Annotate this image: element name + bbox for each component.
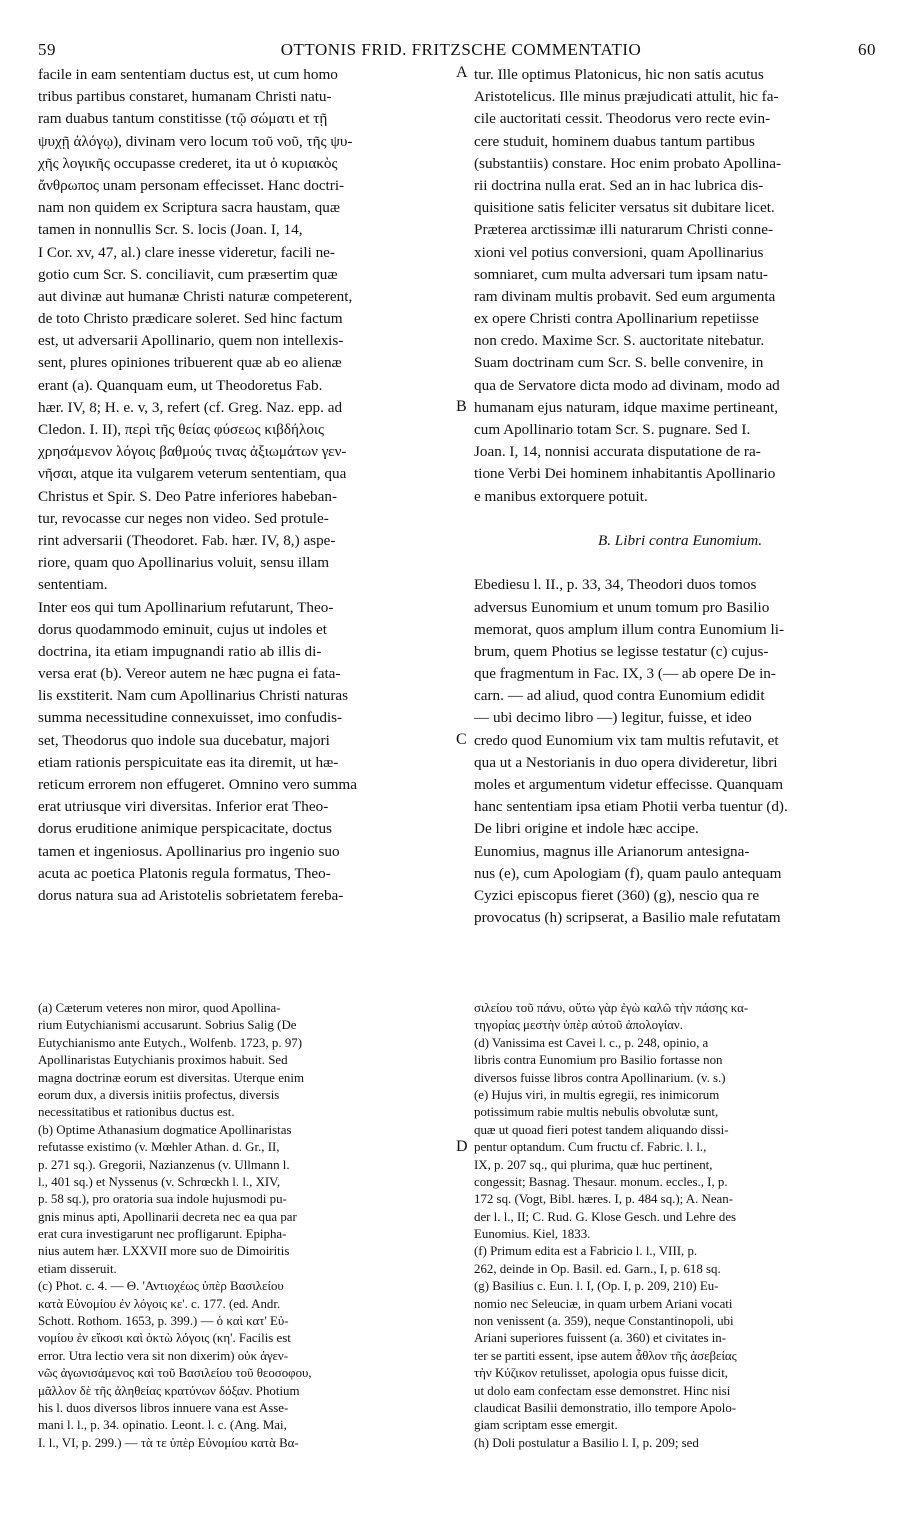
- footnote-line: erat cura investigarunt nec profligarunt. Epipha-: [38, 1227, 287, 1242]
- footnote-line: congessit; Basnag. Thesaur. monum. eccles., I, p.: [474, 1174, 728, 1189]
- text-line: Suam doctrinam cum Scr. S. belle convenire, in: [474, 354, 764, 372]
- text-line: tamen in nonnullis Scr. S. locis (Joan. I, 14,: [38, 221, 303, 239]
- margin-letter-c: C: [456, 731, 467, 748]
- page-number-right: 60: [858, 40, 876, 59]
- footnote-line: non venissent (a. 359), neque Constantinopoli, ubi: [474, 1314, 734, 1329]
- footnote-line: gnis minus apti, Apollinarii decreta nec ea qua par: [38, 1209, 297, 1224]
- footnote-line: Apollinaristas Eutychianis proximos habuit. Sed: [38, 1053, 288, 1068]
- text-line: hær. IV, 8; H. e. v, 3, refert (cf. Greg. Naz. epp. ad: [38, 398, 343, 416]
- text-line: [474, 552, 886, 574]
- text-line: non credo. Maxime Scr. S. auctoritate nitebatur.: [474, 332, 765, 350]
- text-line: rii doctrina nulla erat. Sed an in hac lubrica dis-: [474, 176, 764, 194]
- footnote-line: error. Utra lectio vera sit non dixerim) οὐκ ἀγεν-: [38, 1348, 289, 1363]
- text-line: reticum errorem non effugeret. Omnino vero summa: [38, 776, 357, 793]
- text-line: que fragmentum in Fac. IX, 3 (— ab opere De in-: [474, 665, 776, 683]
- text-line: e manibus extorquere potuit.: [474, 487, 648, 505]
- footnote-line: Schott. Rothom. 1653, p. 399.) — ὁ καὶ κατ' Εὐ-: [38, 1314, 289, 1329]
- main-text-left-column: [38, 64, 454, 907]
- text-line: Cyzici episcopus fieret (360) (g), nescio qua re: [474, 886, 760, 904]
- text-line: credo quod Eunomium vix tam multis refutavit, et: [474, 731, 779, 749]
- text-line: χῆς λογικῆς occupasse crederet, ita ut ὁ κυριακὸς: [38, 154, 338, 172]
- text-line: qua ut a Nestorianis in duo opera divideretur, libri: [474, 753, 778, 771]
- footnote-line: (f) Primum edita est a Fabricio l. l., VIII, p.: [474, 1244, 698, 1259]
- text-line: acuta ac poetica Platonis regula formatus, Theo-: [38, 864, 331, 882]
- text-line: qua de Servatore dicta modo ad divinam, modo ad: [474, 376, 780, 394]
- footnote-line: μᾶλλον δὲ τῆς ἀληθείας κρατύνων δόξαν. Photium: [38, 1383, 300, 1398]
- text-line: ram divinam multis probavit. Sed eum argumenta: [474, 287, 776, 305]
- footnote-line: (a) Cæterum veteres non miror, quod Apollina-: [38, 1001, 281, 1015]
- main-text-right-column: [474, 64, 886, 929]
- text-line: erat utriusque viri diversitas. Inferior erat Theo-: [38, 798, 329, 816]
- text-line: de toto Christo prædicare soleret. Sed hinc factum: [38, 310, 343, 328]
- footnote-line: σιλείου τοῦ πάνυ, οὕτω γὰρ ἐγὼ καλῶ τὴν πάσης κα-: [474, 1001, 749, 1015]
- text-line: summa necessitudine connexuisset, imo confudis-: [38, 709, 343, 727]
- text-line: Ebediesu l. II., p. 33, 34, Theodori duos tomos: [474, 576, 757, 594]
- section-heading: B. Libri contra Eunomium.: [597, 531, 763, 549]
- footnote-line: libris contra Eunomium pro Basilio fortasse non: [474, 1053, 723, 1068]
- text-line: sent, plures opiniones tribuerent quæ ab eo alienæ: [38, 354, 342, 372]
- footnote-line: mani l. l., p. 34. opinatio. Leont. l. c. (Ang. Mai,: [38, 1418, 287, 1433]
- text-line: ἄνθρωπος unam personam effecisset. Hanc doctri-: [38, 176, 345, 194]
- margin-letter-d: D: [456, 1138, 468, 1155]
- footnote-line: 262, deinde in Op. Basil. ed. Garn., I, p. 618 sq.: [474, 1261, 721, 1276]
- footnote-line: νῶς ἀγωνισάμενος καὶ τοῦ Βασιλείου τοῦ θεοσοφου,: [38, 1366, 312, 1381]
- text-line: tribus partibus constaret, humanam Christi natu-: [38, 88, 332, 106]
- footnote-line: IX, p. 207 sq., qui plurima, quæ huc pertinent,: [474, 1157, 713, 1172]
- text-line: ram duabus tantum constitisse (τῷ σώματι et τῇ: [38, 110, 328, 128]
- text-line: Aristotelicus. Ille minus præjudicati attulit, hic fa-: [474, 88, 779, 106]
- text-line: set, Theodorus quo indole sua ducebatur, majori: [38, 731, 330, 749]
- text-line: etiam rationis perspicuitate eas ita diremit, ut hæ-: [38, 753, 339, 771]
- footnote-line: l., 401 sq.) et Nyssenus (v. Schrœckh l. l., XIV,: [38, 1174, 281, 1189]
- text-line: tamen et ingeniosus. Apollinarius pro ingenio suo: [38, 842, 340, 860]
- footnote-line: κατὰ Εὐνομίου ἐν λόγοις κε'. c. 177. (ed. Andr.: [38, 1296, 281, 1311]
- text-line: Inter eos qui tum Apollinarium refutarunt, Theo-: [38, 598, 334, 616]
- footnote-line: νομίου ἐν εἴκοσι καὶ ὀκτὼ λόγοις (κη'. Facilis est: [38, 1331, 291, 1346]
- text-line: ψυχῇ ἀλόγῳ), divinam vero locum τοῦ νοῦ, τῆς ψυ-: [38, 132, 353, 150]
- text-line: cum Apollinario totam Scr. S. pugnare. Sed I.: [474, 421, 751, 438]
- footnote-line: (b) Optime Athanasium dogmatice Apollinaristas: [38, 1122, 292, 1137]
- text-line: carn. — ad aliud, quod contra Eunomium edidit: [474, 687, 765, 705]
- text-line: dorus eruditione animique perspicacitate, doctus: [38, 820, 332, 838]
- text-line: χρησάμενον λόγοις βαθμούς τινας ἀξιωμάτων γεν-: [38, 443, 347, 461]
- footnote-line: nomio nec Seleuciæ, in quam urbem Ariani vocati: [474, 1296, 733, 1311]
- footnote-line: his l. duos diversos libros innuere vana est Asse-: [38, 1400, 289, 1415]
- footnotes-right-column: [474, 1000, 886, 1452]
- footnote-line: (d) Vanissima est Cavei l. c., p. 248, opinio, a: [474, 1035, 709, 1050]
- footnote-line: (c) Phot. c. 4. — Θ. 'Αντιοχέως ὑπὲρ Βασιλείου: [38, 1279, 284, 1294]
- footnote-line: p. 271 sq.). Gregorii, Nazianzenus (v. Ullmann l.: [38, 1157, 290, 1172]
- text-line: [474, 508, 886, 530]
- text-line: doctrina, ita etiam impugnandi ratio ab illis di-: [38, 642, 322, 660]
- text-line: Joan. I, 14, nonnisi accurata disputatione de ra-: [474, 443, 761, 461]
- text-line: Cledon. I. II), περὶ τῆς θείας φύσεως κιβδήλοις: [38, 421, 325, 438]
- text-line: quisitione satis feliciter versatus sit dubitare licet.: [474, 199, 775, 217]
- text-line: Christus et Spir. S. Deo Patre inferiores habeban-: [38, 487, 338, 505]
- footnote-line: Eunomius. Kiel, 1833.: [474, 1227, 591, 1242]
- text-line: De libri origine et indole hæc accipe.: [474, 820, 699, 838]
- footnote-line: τηγορίας μεστὴν ὑπὲρ αὐτοῦ ἀπολογίαν.: [474, 1018, 683, 1033]
- text-line: humanam ejus naturam, idque maxime pertineant,: [474, 398, 779, 416]
- footnotes-left-column: [38, 1000, 454, 1452]
- footnote-line: eorum dux, a diversis initiis profectus, diversis: [38, 1087, 280, 1102]
- text-line: lis exstiterit. Nam cum Apollinarius Christi naturas: [38, 687, 349, 705]
- text-line: νῆσαι, atque ita vulgarem veterum sententiam, qua: [38, 465, 347, 483]
- text-line: memorat, quos amplum illum contra Eunomium li-: [474, 620, 785, 638]
- text-line: Eunomius, magnus ille Arianorum antesigna-: [474, 842, 750, 860]
- footnote-line: I. l., VI, p. 299.) — τὰ τε ὑπὲρ Εὐνομίου κατὰ Βα-: [38, 1435, 299, 1450]
- footnote-line: p. 58 sq.), pro oratoria sua indole hujusmodi pu-: [38, 1192, 287, 1207]
- footnote-line: (e) Hujus viri, in multis egregii, res inimicorum: [474, 1087, 720, 1102]
- text-line: Præterea arctissimæ illi naturarum Christi conne-: [474, 221, 774, 239]
- footnote-line: refutasse existimo (v. Mœhler Athan. d. Gr., II,: [38, 1140, 280, 1155]
- footnote-line: Ariani superiores fuissent (a. 360) et civitates in-: [474, 1331, 727, 1346]
- text-line: aut divinæ aut humanæ Christi naturæ competerent,: [38, 287, 353, 305]
- footnote-line: necessitatibus et rationibus ductus est.: [38, 1105, 235, 1120]
- text-line: ex opere Christi contra Apollinarium repetiisse: [474, 310, 759, 328]
- text-line: — ubi decimo libro —) legitur, fuisse, et ideo: [474, 709, 752, 727]
- footnote-line: 172 sq. (Vogt, Bibl. hæres. I, p. 484 sq.); A. Nean-: [474, 1192, 733, 1207]
- text-line: I Cor. xv, 47, al.) clare inesse videretur, facili ne-: [38, 243, 335, 261]
- text-line: gotio cum Scr. S. conciliavit, cum præsertim quæ: [38, 265, 338, 283]
- footnote-line: τὴν Κύζικον retulisset, apologia opus fuisse dicit,: [474, 1366, 729, 1381]
- footnote-line: (g) Basilius c. Eun. l. I, (Op. I, p. 209, 210) Eu-: [474, 1279, 719, 1294]
- margin-letter-a: A: [456, 64, 468, 81]
- footnote-line: quæ ut quoad fieri potest tandem aliquando dissi-: [474, 1122, 729, 1137]
- footnote-line: giam scriptam esse emergit.: [474, 1418, 618, 1433]
- text-line: tur. Ille optimus Platonicus, hic non satis acutus: [474, 66, 764, 83]
- footnote-line: Eutychianismo ante Eutych., Wolfenb. 1723, p. 97): [38, 1035, 303, 1050]
- footnote-line: der l. l., II; C. Rud. G. Klose Gesch. und Lehre des: [474, 1209, 737, 1224]
- margin-letter-b: B: [456, 398, 467, 415]
- footnote-line: (h) Doli postulatur a Basilio l. I, p. 209; sed: [474, 1435, 699, 1450]
- footnote-line: etiam disseruit.: [38, 1261, 117, 1276]
- text-line: moles et argumentum videtur effecisse. Quanquam: [474, 776, 784, 793]
- running-title: OTTONIS FRID. FRITZSCHE COMMENTATIO: [280, 40, 642, 59]
- text-line: cere studuit, hominem duabus tantum partibus: [474, 132, 755, 150]
- page-number-left: 59: [38, 40, 56, 59]
- text-line: xioni vel potius conversioni, quam Apollinarius: [474, 243, 764, 261]
- text-line: somniaret, cum multa adversari tum ipsam natu-: [474, 265, 768, 283]
- text-line: provocatus (h) scripserat, a Basilio male refutatam: [474, 909, 781, 927]
- text-line: rint adversarii (Theodoret. Fab. hær. IV, 8,) aspe-: [38, 531, 336, 549]
- text-line: dorus quodammodo eminuit, cujus ut indoles et: [38, 620, 327, 638]
- text-line: brum, quem Photius se legisse testatur (c) cujus-: [474, 642, 769, 660]
- footnote-line: potissimum rabie multis nebulis obvolutæ sunt,: [474, 1105, 719, 1120]
- footnote-line: magna doctrinæ eorum est diversitas. Uterque enim: [38, 1070, 304, 1085]
- footnote-line: diversos fuisse libros contra Apollinarium. (v. s.): [474, 1070, 726, 1085]
- text-line: versa erat (b). Vereor autem ne hæc pugna ei fata-: [38, 665, 341, 683]
- text-line: dorus natura sua ad Aristotelis sobrietatem fereba-: [38, 886, 344, 904]
- text-line: nus (e), cum Apologiam (f), quam paulo antequam: [474, 864, 782, 882]
- footnote-line: rium Eutychianismi accusarunt. Sobrius Salig (De: [38, 1018, 297, 1033]
- text-line: tur, revocasse cur neges non video. Sed protule-: [38, 509, 329, 527]
- text-line: erant (a). Quanquam eum, ut Theodoretus Fab.: [38, 376, 323, 394]
- footnote-line: ter se partiti essent, ipse autem ἆθλον τῆς ἀσεβείας: [474, 1348, 737, 1363]
- footnote-line: ut dolo eam confectam esse demonstret. Hinc nisi: [474, 1383, 731, 1398]
- text-line: riore, quam quo Apollinarius voluit, sensu illam: [38, 554, 330, 572]
- text-line: (substantiis) constare. Hoc enim probato Apollina-: [474, 154, 782, 172]
- text-line: nam non quidem ex Scriptura sacra haustam, quæ: [38, 199, 340, 217]
- footnote-line: claudicat Basilii demonstratio, illo tempore Apolo-: [474, 1400, 737, 1415]
- text-line: facile in eam sententiam ductus est, ut cum homo: [38, 66, 338, 83]
- text-line: adversus Eunomium et unum tomum pro Basilio: [474, 598, 770, 616]
- text-line: cile auctoritati cessit. Theodorus vero recte evin-: [474, 110, 771, 128]
- footnote-line: nius autem hær. LXXVII more suo de Dimoiritis: [38, 1244, 290, 1259]
- text-line: sententiam.: [38, 576, 108, 594]
- text-line: est, ut adversarii Apollinario, quem non intellexis-: [38, 332, 344, 350]
- text-line: hanc sententiam ipsa etiam Photii verba tuentur (d).: [474, 798, 788, 816]
- footnote-line: pentur optandum. Cum fructu cf. Fabric. l. l.,: [474, 1140, 707, 1155]
- text-line: tione Verbi Dei hominem inhabitantis Apollinario: [474, 465, 776, 483]
